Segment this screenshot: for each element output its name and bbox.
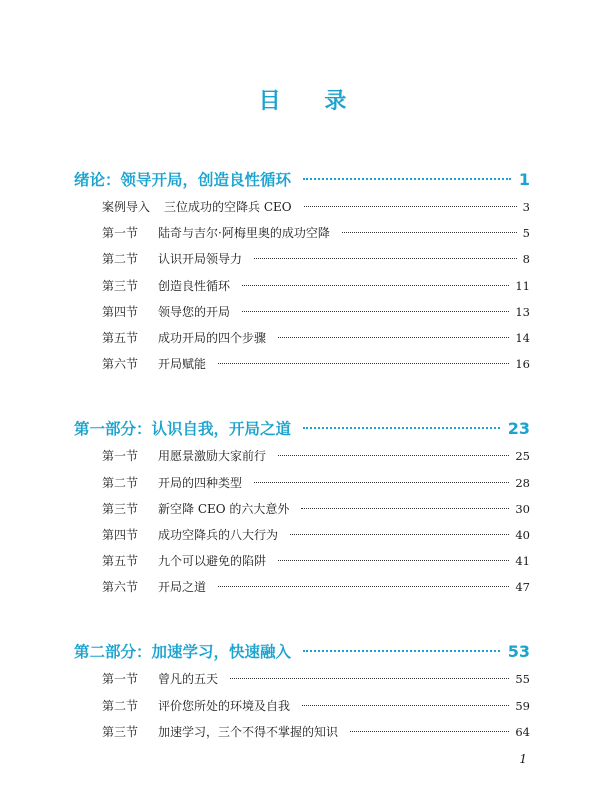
dot-leader: [302, 705, 509, 706]
entry-page-number: 64: [515, 724, 530, 739]
entry-label: 第一节: [102, 226, 139, 241]
toc-entry[interactable]: [74, 303, 530, 329]
dot-leader: [301, 508, 509, 509]
table-of-contents: [74, 168, 530, 785]
entry-title: 用愿景激励大家前行: [158, 449, 267, 464]
entry-page-number: 16: [515, 357, 530, 372]
dot-leader: [342, 232, 517, 233]
page-title: 目 录: [258, 89, 365, 114]
dot-leader: [303, 427, 500, 429]
dot-leader: [230, 678, 509, 679]
dot-leader: [303, 178, 511, 180]
entry-title: 创造良性循环: [158, 278, 231, 293]
entry-page-number: 5: [522, 226, 530, 241]
entry-page-number: 13: [515, 304, 530, 319]
dot-leader: [350, 731, 509, 732]
dot-leader: [278, 337, 509, 338]
entry-label: 第四节: [102, 527, 139, 542]
entry-title: 领导您的开局: [158, 304, 231, 319]
entry-page-number: 8: [522, 252, 530, 267]
entry-page-number: 30: [515, 501, 530, 516]
dot-leader: [242, 311, 509, 312]
chapter-page-number: 53: [507, 642, 530, 662]
entry-label: 第六节: [102, 357, 139, 372]
toc-entry[interactable]: [74, 329, 530, 355]
dot-leader: [304, 206, 517, 207]
dot-leader: [278, 560, 509, 561]
chapter-heading[interactable]: [74, 417, 530, 443]
entry-title: 认识开局领导力: [158, 252, 243, 267]
entry-label: 第五节: [102, 554, 139, 569]
entry-page-number: 11: [515, 278, 530, 293]
chapter-heading[interactable]: [74, 168, 530, 194]
toc-entry[interactable]: [74, 697, 530, 723]
chapter-title: 第二部分：加速学习，快速融入: [74, 643, 292, 662]
entry-page-number: 41: [515, 554, 530, 569]
entry-title: 成功空降兵的八大行为: [158, 527, 279, 542]
dot-leader: [278, 455, 509, 456]
toc-entry[interactable]: [74, 224, 530, 250]
entry-label: 第四节: [102, 304, 139, 319]
entry-title: 新空降 CEO 的六大意外: [158, 501, 290, 516]
entry-title: 加速学习，三个不得不掌握的知识: [158, 724, 339, 739]
dot-leader: [303, 650, 500, 652]
toc-entry[interactable]: [74, 670, 530, 696]
dot-leader: [218, 586, 509, 587]
entry-label: 第二节: [102, 475, 139, 490]
entry-title: 开局赋能: [158, 357, 207, 372]
entry-page-number: 3: [522, 200, 530, 214]
entry-title: 曾凡的五天: [158, 672, 219, 687]
dot-leader: [290, 534, 509, 535]
entry-label: 第二节: [102, 252, 139, 267]
entry-title: 九个可以避免的陷阱: [158, 554, 267, 569]
entry-label: 第二节: [102, 698, 139, 713]
entry-title: 开局之道: [158, 580, 207, 595]
dot-leader: [218, 363, 509, 364]
chapter-title: 第一部分：认识自我，开局之道: [74, 420, 292, 439]
dot-leader: [254, 482, 509, 483]
toc-entry[interactable]: [74, 277, 530, 303]
entry-label: 第一节: [102, 449, 139, 464]
entry-page-number: 25: [515, 449, 530, 464]
toc-entry[interactable]: [74, 526, 530, 552]
entry-label: 第三节: [102, 724, 139, 739]
entry-label: 案例导入: [102, 200, 151, 214]
toc-entry[interactable]: [74, 474, 530, 500]
chapter-page-number: 1: [518, 170, 530, 189]
entry-page-number: 40: [515, 527, 530, 542]
toc-entry[interactable]: [74, 723, 530, 749]
chapter-page-number: 23: [507, 419, 530, 439]
entry-title: 陆奇与吉尔·阿梅里奥的成功空降: [158, 226, 330, 241]
entry-title: 成功开局的四个步骤: [158, 330, 267, 345]
toc-entry[interactable]: [74, 198, 530, 224]
toc-entry[interactable]: [74, 447, 530, 473]
entry-title: 开局的四种类型: [158, 475, 243, 490]
toc-chapter-introduction: [74, 168, 530, 381]
entry-page-number: 28: [515, 475, 530, 490]
entry-label: 第三节: [102, 278, 139, 293]
toc-entry[interactable]: [74, 578, 530, 604]
entry-page-number: 55: [515, 672, 530, 687]
entry-page-number: 14: [515, 330, 530, 345]
entry-title: 评价您所处的环境及自我: [158, 698, 291, 713]
entry-label: 第一节: [102, 672, 139, 687]
entry-page-number: 47: [515, 580, 530, 595]
toc-entry[interactable]: [74, 552, 530, 578]
entry-label: 第三节: [102, 501, 139, 516]
toc-entry[interactable]: [74, 250, 530, 276]
toc-chapter-part-one: [74, 417, 530, 604]
entry-title: 三位成功的空降兵 CEO: [164, 200, 292, 214]
chapter-title: 绪论：领导开局，创造良性循环: [74, 171, 292, 189]
entry-label: 第五节: [102, 330, 139, 345]
toc-entry[interactable]: [74, 500, 530, 526]
dot-leader: [254, 258, 517, 259]
page-number: 1: [519, 752, 527, 766]
chapter-heading[interactable]: [74, 640, 530, 666]
toc-chapter-part-two: [74, 640, 530, 749]
entry-label: 第六节: [102, 580, 139, 595]
entry-page-number: 59: [515, 698, 530, 713]
toc-entry[interactable]: [74, 355, 530, 381]
dot-leader: [242, 285, 509, 286]
